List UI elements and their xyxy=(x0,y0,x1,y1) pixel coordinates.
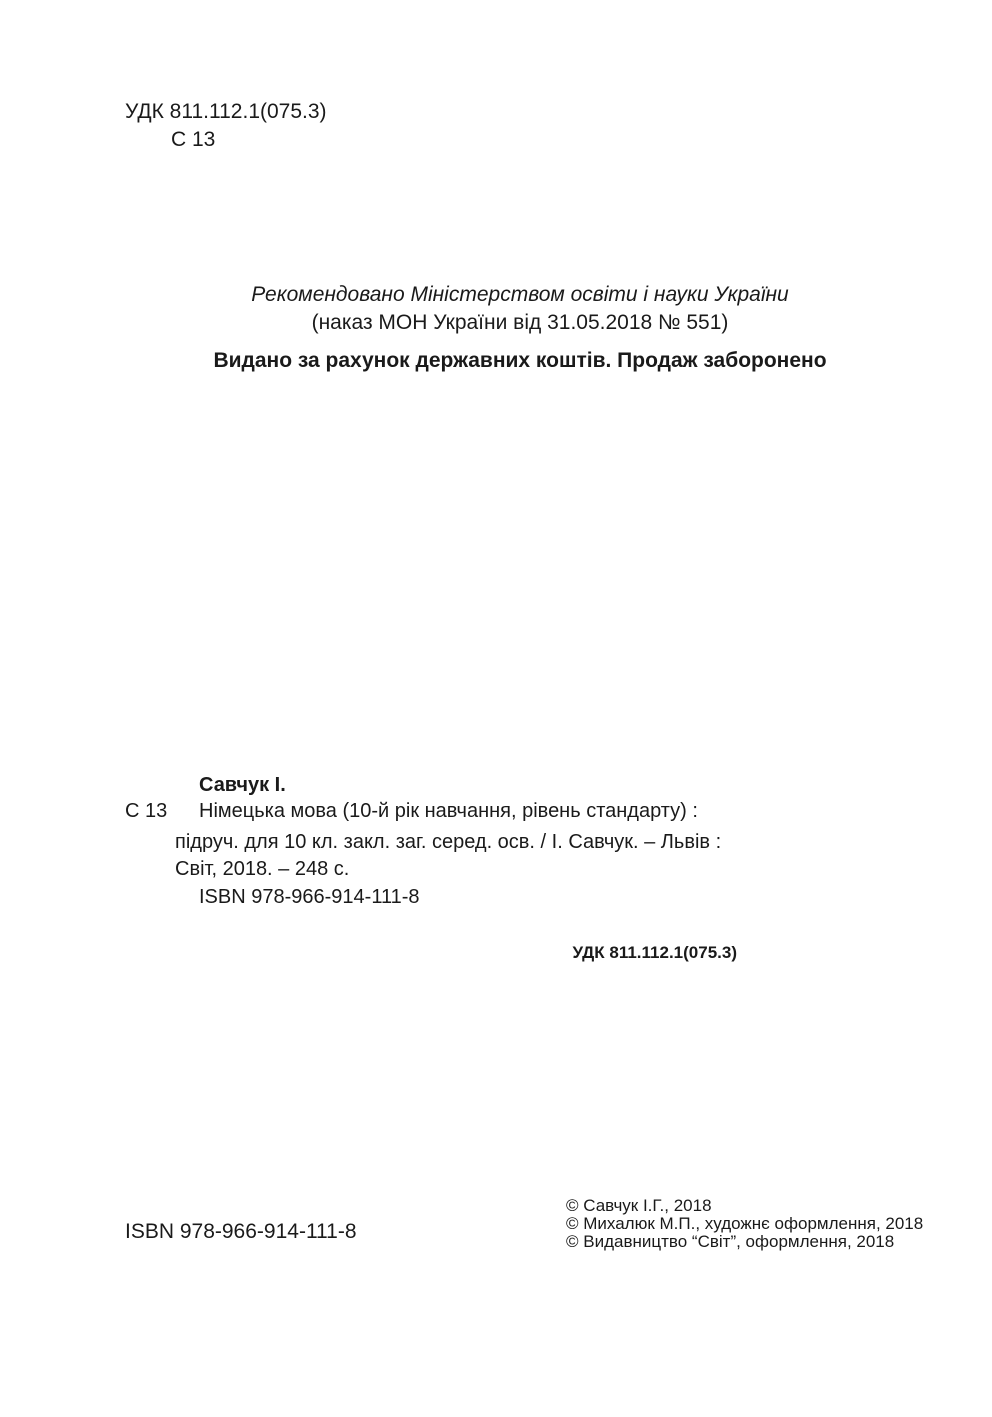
copyright-artist: © Михалюк М.П., художнє оформлення, 2018 xyxy=(566,1214,924,1233)
catalog-classmark: С 13 xyxy=(125,800,168,822)
funding-notice: Видано за рахунок державних коштів. Продаж заборонено xyxy=(213,349,827,372)
catalog-description-line: підруч. для 10 кл. закл. заг. серед. осв. / І. Савчук. – Львів : xyxy=(175,831,722,853)
order-reference: (наказ МОН України від 31.05.2018 № 551) xyxy=(311,311,729,334)
catalog-author: Савчук І. xyxy=(199,774,286,796)
copyright-author: © Савчук І.Г., 2018 xyxy=(566,1196,712,1215)
header-classmark: С 13 xyxy=(171,128,216,151)
catalog-isbn: ISBN 978-966-914-111-8 xyxy=(199,886,420,908)
catalog-publication-line: Світ, 2018. – 248 с. xyxy=(175,858,350,880)
header-udc: УДК 811.112.1(075.3) xyxy=(125,100,327,123)
copyright-publisher: © Видавництво “Світ”, оформлення, 2018 xyxy=(566,1232,895,1251)
footer-isbn: ISBN 978-966-914-111-8 xyxy=(125,1220,357,1243)
recommendation-line: Рекомендовано Міністерством освіти і науки України xyxy=(251,283,789,306)
catalog-udc: УДК 811.112.1(075.3) xyxy=(572,943,737,962)
catalog-title-line: Німецька мова (10-й рік навчання, рівень стандарту) : xyxy=(199,800,698,822)
